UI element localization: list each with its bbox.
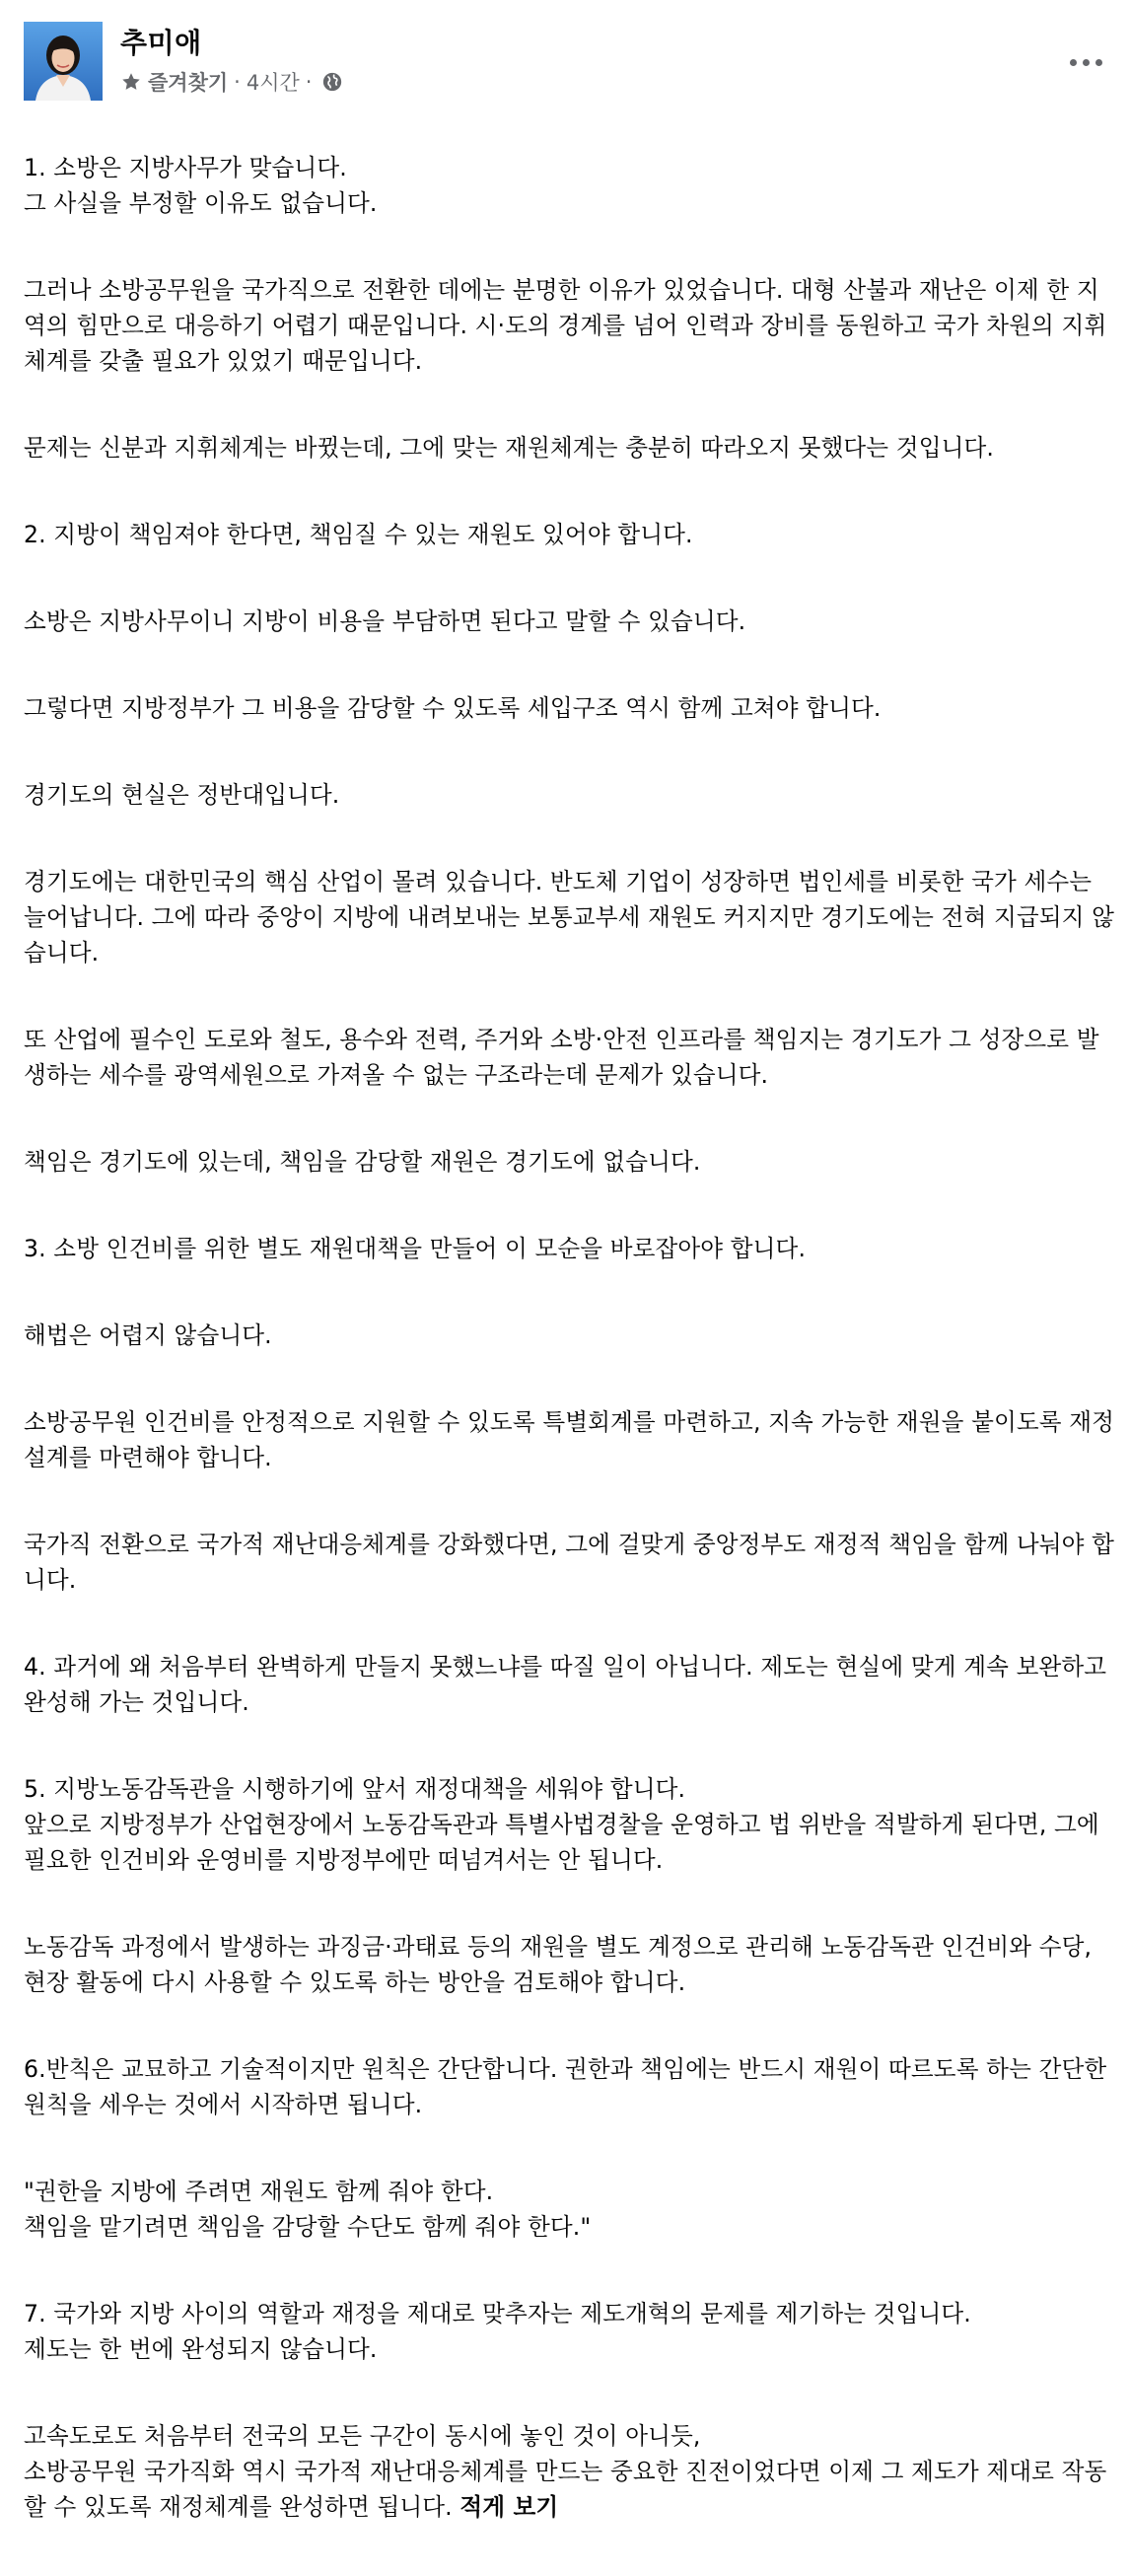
author-name[interactable]: 추미애	[120, 27, 202, 59]
post-paragraph: 고속도로도 처음부터 전국의 모든 구간이 동시에 놓인 것이 아니듯, 소방공무원 국가직화 역시 국가적 재난대응체계를 만드는 중요한 진전이었다면 이제 그 제도가 제대로 작동할 수 있도록 재정체계를 완성하면 됩니다.	[24, 2422, 1107, 2521]
post-paragraph: 7. 국가와 지방 사이의 역할과 재정을 제대로 맞추자는 제도개혁의 문제를 제기하는 것입니다. 제도는 한 번에 완성되지 않습니다.	[24, 2300, 971, 2363]
post-paragraph: 경기도의 현실은 정반대입니다.	[24, 781, 340, 809]
post-paragraph: 그러나 소방공무원을 국가직으로 전환한 데에는 분명한 이유가 있었습니다. 대형 산불과 재난은 이제 한 지역의 힘만으로 대응하기 어렵기 때문입니다. 시·도의 경계를 넘어 인력과 장비를 동원하고 국가 차원의 지휘체계를 갖출 필요가 있었기 때문입니다.	[24, 276, 1107, 375]
more-options-icon	[1070, 59, 1077, 66]
post-meta	[120, 65, 343, 99]
post-paragraph: 5. 지방노동감독관을 시행하기에 앞서 재정대책을 세워야 합니다. 앞으로 지방정부가 산업현장에서 노동감독관과 특별사법경찰을 운영하고 법 위반을 적발하게 된다면, 그에 필요한 인건비와 운영비를 지방정부에만 떠넘겨서는 안 됩니다.	[24, 1775, 1099, 1874]
post-paragraph: 해법은 어렵지 않습니다.	[24, 1322, 272, 1349]
post-paragraph: 책임은 경기도에 있는데, 책임을 감당할 재원은 경기도에 없습니다.	[24, 1148, 701, 1176]
post-body	[24, 114, 1118, 2576]
post-paragraph: 소방은 지방사무이니 지방이 비용을 부담하면 된다고 말할 수 있습니다.	[24, 608, 746, 635]
more-options-icon	[1083, 59, 1090, 66]
meta-separator: ·	[234, 70, 241, 94]
more-options-button[interactable]	[1063, 39, 1108, 85]
post-paragraph: 문제는 신분과 지휘체계는 바뀠는데, 그에 맞는 재원체계는 충분히 따라오지 못했다는 것입니다.	[24, 434, 994, 462]
star-icon	[120, 71, 142, 93]
post-paragraph: 그렇다면 지방정부가 그 비용을 감당할 수 있도록 세입구조 역시 함께 고쳐야 합니다.	[24, 694, 882, 722]
more-options-icon	[1095, 59, 1102, 66]
post-paragraph: 3. 소방 인건비를 위한 별도 재원대책을 만들어 이 모순을 바로잡아야 합니다.	[24, 1235, 807, 1262]
post-header	[24, 20, 1108, 103]
post-paragraph: 경기도에는 대한민국의 핵심 산업이 몰려 있습니다. 반도체 기업이 성장하면 법인세를 비롯한 국가 세수는 늘어납니다. 그에 따라 중앙이 지방에 내려보내는 보통교부세 재원도 커지지만 경기도에는 전혀 지급되지 않습니다.	[24, 868, 1115, 966]
globe-icon[interactable]	[321, 71, 343, 93]
post-paragraph: 1. 소방은 지방사무가 맞습니다. 그 사실을 부정할 이유도 없습니다.	[24, 154, 378, 217]
avatar-portrait-image	[24, 22, 103, 101]
post-paragraph: 2. 지방이 책임져야 한다면, 책임질 수 있는 재원도 있어야 합니다.	[24, 521, 693, 548]
post-paragraph: 소방공무원 인건비를 안정적으로 지원할 수 있도록 특별회계를 마련하고, 지속 가능한 재원을 붙이도록 재정설계를 마련해야 합니다.	[24, 1408, 1115, 1471]
post-paragraph-last	[24, 2418, 1118, 2525]
post-paragraph: 4. 과거에 왜 처음부터 완벽하게 만들지 못했느냐를 따질 일이 아닙니다. 제도는 현실에 맞게 계속 보완하고 완성해 가는 것입니다.	[24, 1653, 1107, 1716]
see-less-link[interactable]: 적게 보기	[459, 2493, 559, 2521]
post-paragraph: 노동감독 과정에서 발생하는 과징금·과태료 등의 재원을 별도 계정으로 관리해 노동감독관 인건비와 수당, 현장 활동에 다시 사용할 수 있도록 하는 방안을 검토해야 합니다.	[24, 1933, 1093, 1996]
meta-separator: ·	[305, 70, 313, 94]
post-paragraph: 6.반칙은 교묘하고 기술적이지만 원칙은 간단합니다. 권한과 책임에는 반드시 재원이 따르도록 하는 간단한 원칙을 세우는 것에서 시작하면 됩니다.	[24, 2055, 1107, 2118]
post-time[interactable]: 4시간	[246, 71, 300, 95]
post-paragraph: "권한을 지방에 주려면 재원도 함께 줘야 한다. 책임을 맡기려면 책임을 감당할 수단도 함께 줘야 한다."	[24, 2178, 592, 2241]
audience-label[interactable]: 즐겨찾기	[148, 71, 229, 95]
post-paragraph: 국가직 전환으로 국가적 재난대응체계를 강화했다면, 그에 걸맞게 중앙정부도 재정적 책임을 함께 나눠야 합니다.	[24, 1531, 1115, 1594]
post-paragraph: 또 산업에 필수인 도로와 철도, 용수와 전력, 주거와 소방·안전 인프라를 책임지는 경기도가 그 성장으로 발생하는 세수를 광역세원으로 가져올 수 없는 구조라는데 문제가 있습니다.	[24, 1026, 1099, 1089]
author-avatar[interactable]	[24, 22, 103, 101]
